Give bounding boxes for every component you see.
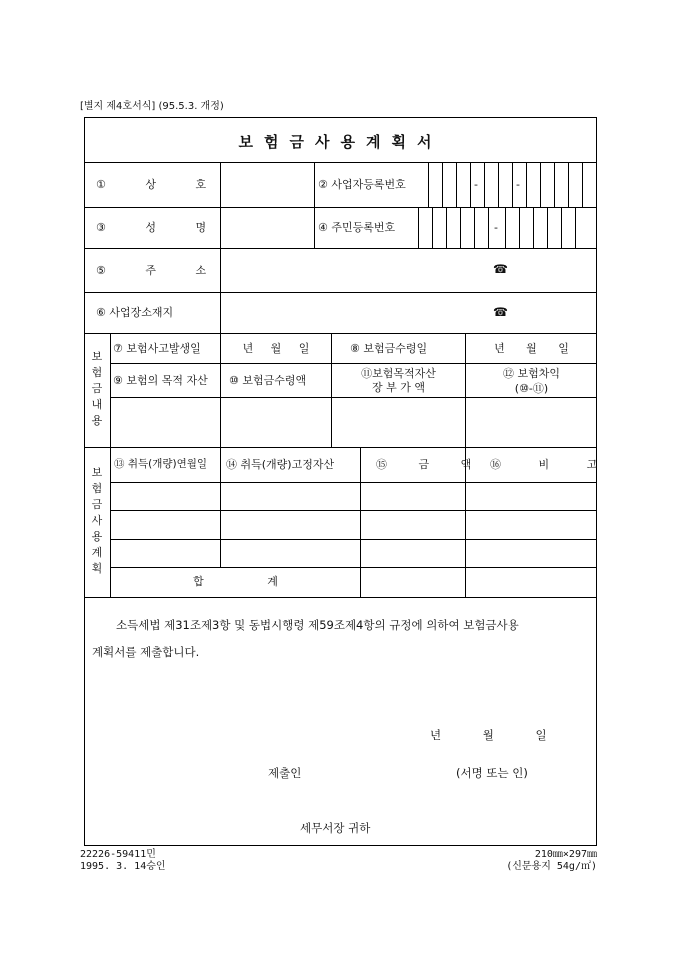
digit-box-divider [484,162,485,207]
digit-box-divider [505,207,506,248]
row-divider [84,248,597,249]
row-divider [84,292,597,293]
target-asset-label: ⑨ 보험의 목적 자산 [113,374,208,387]
digit-box-divider [561,207,562,248]
form-title: 보험금사용계획서 [238,133,443,151]
digit-box-divider [428,162,429,207]
row-divider [84,162,597,163]
row-divider [84,597,597,598]
telephone-icon: ☎ [493,262,508,276]
digit-box-divider [442,162,443,207]
digit-box-divider [568,162,569,207]
col-divider [220,447,221,567]
row-divider [110,482,597,483]
row-divider [84,447,597,448]
digit-box-divider [446,207,447,248]
digit-box-divider [474,207,475,248]
name-label [96,221,206,234]
business-reg-label: ② 사업자등록번호 [318,178,406,191]
submitter-label: 제출인 [268,766,302,780]
receipt-date-value: 년 월 일 [494,342,569,355]
form-code: 22226-59411민 [80,849,156,860]
col-divider [314,162,315,248]
receipt-date-label: ⑧ 보험금수령일 [350,342,428,355]
resident-reg-dash: - [494,221,498,234]
resident-reg-label: ④ 주민등록번호 [318,221,396,234]
row-divider [110,397,597,398]
digit-box-divider [498,162,499,207]
digit-box-divider [526,162,527,207]
paper-size: 210㎜×297㎜ [534,849,597,860]
digit-box-divider [488,207,489,248]
digit-box-divider [533,207,534,248]
digit-box-divider [418,207,419,248]
row-divider [110,567,597,568]
usage-plan-side-label: 보 험 금 사 용 계 획 [91,466,103,575]
insurance-content-side-label: 보 험 금 내 용 [91,350,103,427]
row-divider [110,539,597,540]
name-label-text: ③ 성 명 [96,221,207,234]
note-label: ⑯ 비 고 [490,458,598,471]
digit-box-divider [540,162,541,207]
row-divider [84,207,597,208]
digit-box-divider [432,207,433,248]
statement-line-2: 계획서를 제출합니다. [92,645,200,659]
trade-name-text: ① 상 호 [96,178,207,191]
address-label-text: ⑤ 주 소 [96,264,207,277]
form-reference: [별지 제4호서식] (95.5.3. 개정) [80,101,224,112]
digit-box-divider [512,162,513,207]
address-label [96,264,206,277]
statement-date: 년 월 일 [430,728,547,742]
gain-label: ⑫ 보험차익 [502,367,560,380]
approval-date: 1995. 3. 14승인 [80,861,166,872]
paper-type: (신문용지 54g/㎡) [506,861,597,872]
digit-box-divider [519,207,520,248]
col-divider [360,447,361,597]
amount-label: ⑮ 금 액 [376,458,472,471]
telephone-icon: ☎ [493,305,508,319]
recipient-label: 세무서장 귀하 [300,821,371,835]
col-divider [220,162,221,333]
received-amount-label: ⑩ 보험금수령액 [229,374,307,387]
book-value-label: ⑪보험목적자산 [361,367,436,380]
accident-date-label: ⑦ 보험사고발생일 [113,342,201,355]
digit-box-divider [575,207,576,248]
row-divider [110,363,597,364]
acquisition-date-label: ⑬ 취득(개량)연월일 [114,458,208,470]
row-divider [110,510,597,511]
digit-box-divider [554,162,555,207]
total-label: 합 계 [193,575,278,588]
business-location-label: ⑥ 사업장소재지 [96,306,174,319]
business-reg-dash: - [516,178,520,191]
gain-formula: (⑩-⑪) [514,382,549,395]
accident-date-value: 년 월 일 [242,342,310,355]
acquired-asset-label: ⑭ 취득(개량)고정자산 [226,458,335,471]
digit-box-divider [456,162,457,207]
trade-name-label [96,178,207,191]
signature-label: (서명 또는 인) [456,766,528,780]
side-label-divider [110,333,111,597]
book-value-label-2: 장 부 가 액 [372,381,425,394]
digit-box-divider [547,207,548,248]
business-reg-dash: - [474,178,478,191]
digit-box-divider [460,207,461,248]
digit-box-divider [470,162,471,207]
row-divider [84,333,597,334]
digit-box-divider [582,162,583,207]
statement-line-1: 소득세법 제31조제3항 및 동법시행령 제59조제4항의 규정에 의하여 보험금사용 [116,618,519,632]
